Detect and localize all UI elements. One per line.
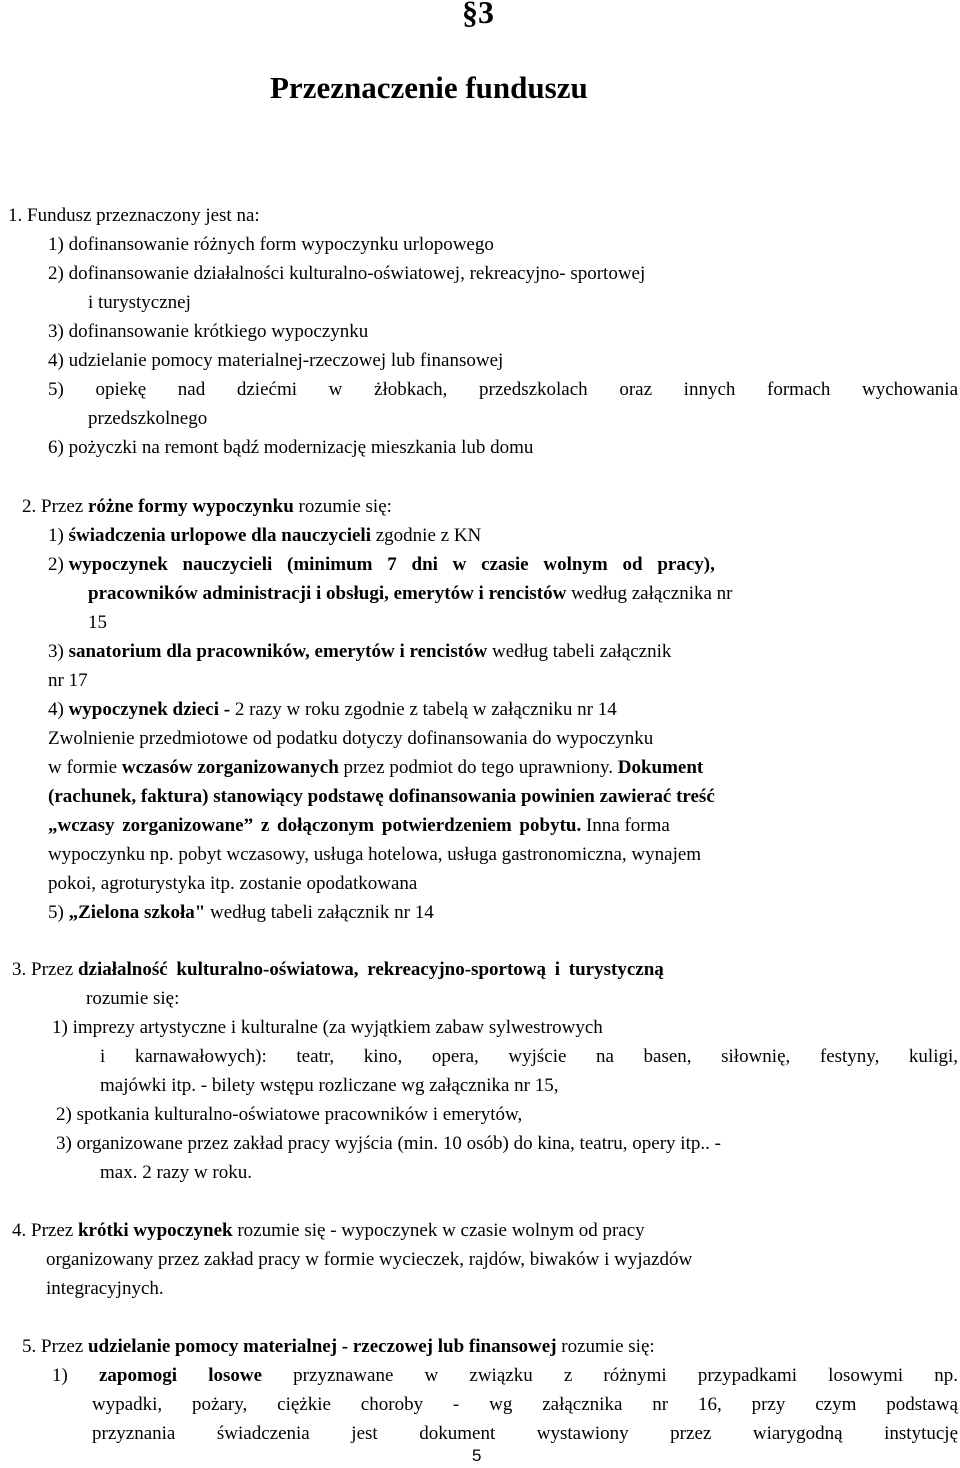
text: 5. Przez	[22, 1336, 88, 1357]
bold-term: wczasów zorganizowanych	[121, 757, 339, 778]
page-number: 5	[472, 1446, 482, 1465]
text: według tabeli załącznik	[487, 641, 672, 662]
bold-term: pracowników administracji i obsługi, emerytów i rencistów	[88, 583, 567, 604]
text: rozumie się - wypoczynek w czasie wolnym od pracy	[232, 1220, 645, 1241]
p1-item: przedszkolnego	[88, 408, 208, 429]
p2-note	[48, 784, 715, 810]
bold-term: wypoczynek nauczycieli (minimum 7 dni w czasie wolnym od pracy),	[68, 554, 715, 575]
p1-item: 2) dofinansowanie działalności kulturalno-oświatowej, rekreacyjno- sportowej	[48, 263, 646, 284]
p3-intro	[12, 957, 664, 983]
p4-cont: integracyjnych.	[46, 1278, 164, 1299]
p2-item-5	[48, 900, 434, 926]
bold-term: sanatorium dla pracowników, emerytów i rencistów	[68, 641, 488, 662]
text: 5)	[48, 902, 69, 923]
text: 2)	[48, 554, 69, 575]
p2-intro	[22, 494, 392, 520]
text: według tabeli załącznik nr 14	[205, 902, 434, 923]
bold-term: „wczasy zorganizowane” z dołączonym potwierdzeniem pobytu.	[48, 815, 582, 836]
text: 1)	[48, 525, 69, 546]
bold-term: wypoczynek dzieci -	[68, 699, 231, 720]
p5-item	[52, 1363, 958, 1389]
bold-term: udzielanie pomocy materialnej - rzeczowej lub finansowej	[87, 1336, 557, 1357]
p2-item-3	[48, 639, 671, 665]
p1-item: 4) udzielanie pomocy materialnej-rzeczowej lub finansowej	[48, 350, 504, 371]
bold-term: różne formy wypoczynku	[87, 496, 294, 517]
text: rozumie się:	[293, 496, 392, 517]
p5-intro	[22, 1334, 655, 1360]
section-number: §3	[462, 0, 494, 30]
text: według załącznika nr	[566, 583, 733, 604]
text: w formie	[48, 757, 122, 778]
p3-item-cont: i karnawałowych): teatr, kino, opera, wyjście na basen, siłownię, festyny, kuligi,	[100, 1046, 958, 1067]
p2-item-2-cont	[88, 581, 732, 607]
p2-note	[48, 813, 670, 839]
text: rozumie się:	[556, 1336, 655, 1357]
text: 2. Przez	[22, 496, 88, 517]
text: 4. Przez	[12, 1220, 78, 1241]
p3-item: 2) spotkania kulturalno-oświatowe pracowników i emerytów,	[56, 1104, 523, 1125]
p2-item-2-cont: 15	[88, 612, 107, 633]
text: 1)	[52, 1365, 99, 1386]
text: 3)	[48, 641, 69, 662]
bold-term: Dokument	[617, 757, 704, 778]
p1-item: 5) opiekę nad dziećmi w żłobkach, przedszkolach oraz innych formach wychowania	[48, 379, 958, 400]
text: przyznawane w związku z różnymi przypadkami losowymi np.	[262, 1365, 959, 1386]
bold-term: „Zielona szkoła"	[68, 902, 206, 923]
text: 4)	[48, 699, 69, 720]
p4-cont: organizowany przez zakład pracy w formie wycieczek, rajdów, biwaków i wyjazdów	[46, 1249, 693, 1270]
p3-item-cont: max. 2 razy w roku.	[100, 1162, 252, 1183]
p3-item: 1) imprezy artystyczne i kulturalne (za wyjątkiem zabaw sylwestrowych	[52, 1017, 603, 1038]
text: zgodnie z KN	[370, 525, 482, 546]
p2-item-3-cont: nr 17	[48, 670, 88, 691]
p2-note: pokoi, agroturystyka itp. zostanie opodatkowana	[48, 873, 418, 894]
page-title: Przeznaczenie funduszu	[270, 70, 588, 105]
bold-term: krótki wypoczynek	[77, 1220, 233, 1241]
p2-note: Zwolnienie przedmiotowe od podatku dotyczy dofinansowania do wypoczynku	[48, 728, 654, 749]
p2-item-1	[48, 523, 481, 549]
text: przez podmiot do tego uprawniony.	[338, 757, 618, 778]
text: 2 razy w roku zgodnie z tabelą w załączniku nr 14	[230, 699, 617, 720]
p1-item: 1) dofinansowanie różnych form wypoczynku urlopowego	[48, 234, 494, 255]
p1-item: 6) pożyczki na remont bądź modernizację mieszkania lub domu	[48, 437, 534, 458]
text: 3. Przez	[12, 959, 78, 980]
p2-item-2	[48, 552, 715, 578]
bold-term: działalność kulturalno-oświatowa, rekreacyjno-sportową i turystyczną	[77, 959, 664, 980]
p4-intro	[12, 1218, 645, 1244]
text: Inna forma	[581, 815, 670, 836]
bold-term: świadczenia urlopowe dla nauczycieli	[68, 525, 371, 546]
p3-intro-cont: rozumie się:	[86, 988, 180, 1009]
p5-item-cont: wypadki, pożary, ciężkie choroby - wg załącznika nr 16, przy czym podstawą	[92, 1394, 958, 1415]
p2-note	[48, 755, 703, 781]
p3-item-cont: majówki itp. - bilety wstępu rozliczane wg załącznika nr 15,	[100, 1075, 559, 1096]
p1-intro: 1. Fundusz przeznaczony jest na:	[8, 205, 260, 226]
p2-item-4	[48, 697, 617, 723]
p1-item: 3) dofinansowanie krótkiego wypoczynku	[48, 321, 369, 342]
p3-item: 3) organizowane przez zakład pracy wyjścia (min. 10 osób) do kina, teatru, opery itp.. -	[56, 1133, 721, 1154]
bold-term: (rachunek, faktura) stanowiący podstawę dofinansowania powinien zawierać treść	[48, 786, 715, 807]
p1-item: i turystycznej	[88, 292, 191, 313]
p5-item-cont: przyznania świadczenia jest dokument wystawiony przez wiarygodną instytucję	[92, 1423, 958, 1444]
p2-note: wypoczynku np. pobyt wczasowy, usługa hotelowa, usługa gastronomiczna, wynajem	[48, 844, 702, 865]
bold-term: zapomogi losowe	[98, 1365, 263, 1386]
